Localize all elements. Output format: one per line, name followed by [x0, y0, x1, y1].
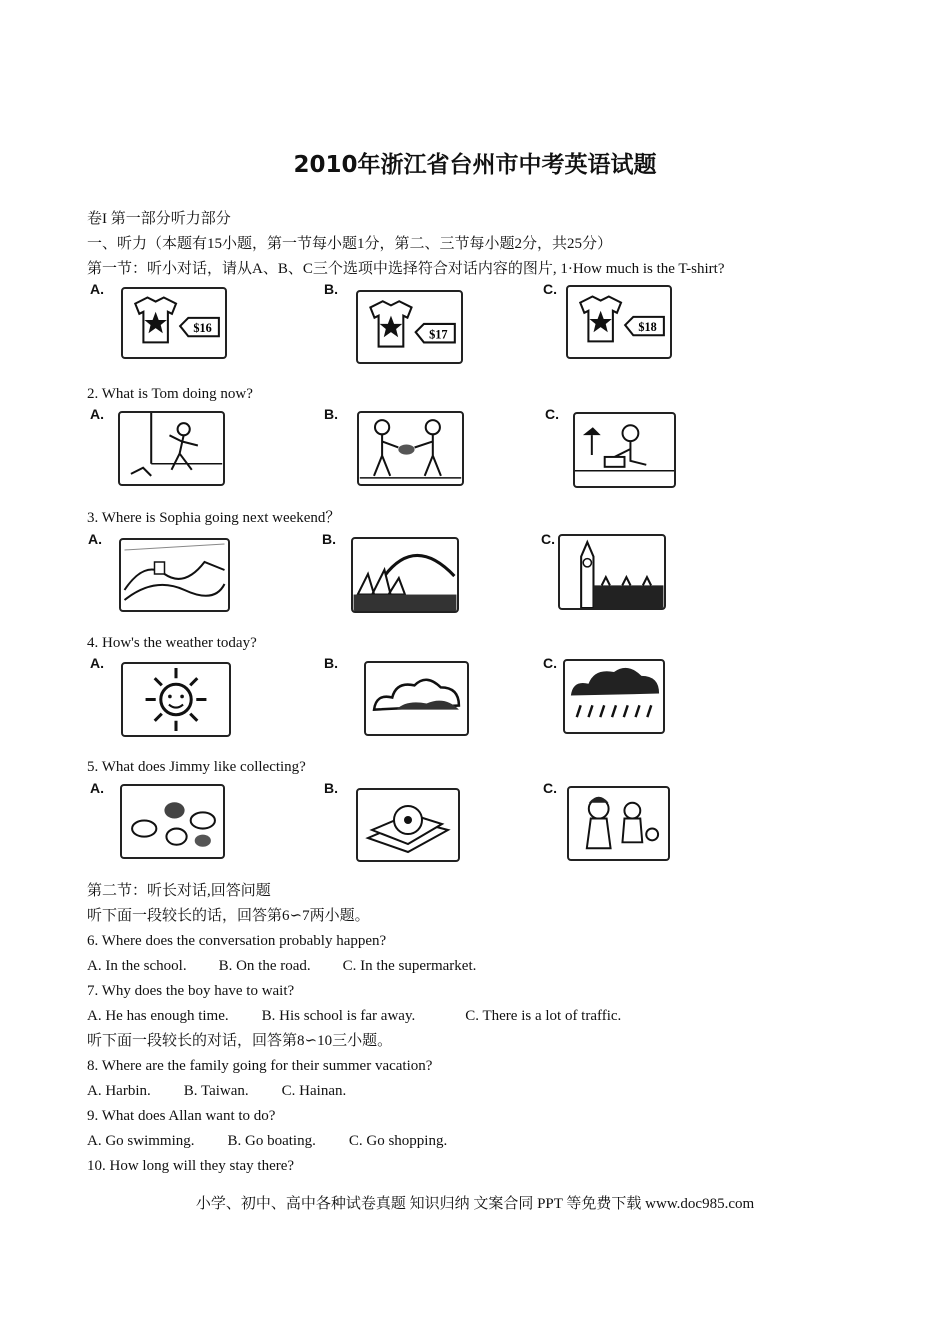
activity-picture-a[interactable] [118, 411, 225, 486]
question-7-options [87, 1006, 621, 1026]
great-wall-icon [121, 540, 228, 610]
option: C. Hainan. [281, 1083, 347, 1099]
question-9: 9. What does Allan want to do? [87, 1108, 276, 1124]
page-footer: 小学、初中、高中各种试卷真题 知识归纳 文案合同 PPT 等免费下载 www.doc985.com [195, 1196, 755, 1212]
option-label-a: A. [90, 406, 104, 422]
option-label-a: A. [90, 281, 104, 297]
dolls-icon [569, 788, 668, 859]
playing-icon [359, 413, 462, 484]
option: C. Go shopping. [348, 1133, 448, 1149]
collection-picture-b[interactable] [356, 788, 460, 862]
option: A. In the school. [87, 958, 187, 974]
section1-instruction: 第一节：听小对话，请从A、B、C三个选项中选择符合对话内容的图片, 1·How much is the T-shirt? [87, 261, 725, 277]
collection-picture-c[interactable] [567, 786, 670, 861]
tshirt-picture-b[interactable] [356, 290, 463, 364]
option-label-b: B. [324, 780, 338, 796]
question-7: 7. Why does the boy have to wait? [87, 983, 295, 999]
big-ben-icon [560, 536, 664, 608]
option: A. Harbin. [87, 1083, 151, 1099]
tshirt-icon [358, 292, 461, 362]
option-label-a: A. [88, 531, 102, 547]
activity-picture-b[interactable] [357, 411, 464, 486]
question-2: 2. What is Tom doing now? [87, 386, 253, 402]
option: B. Go boating. [227, 1133, 316, 1149]
option-label-c: C. [541, 531, 555, 547]
sun-icon [123, 664, 229, 735]
section2-instruction-2: 听下面一段较长的对话，回答第8∽10三小题。 [87, 1033, 393, 1049]
reading-icon [575, 414, 674, 486]
option-label-a: A. [90, 780, 104, 796]
section2-instruction-1: 听下面一段较长的话，回答第6∽7两小题。 [87, 908, 370, 924]
collection-picture-a[interactable] [120, 784, 225, 859]
cd-icon [358, 790, 458, 860]
question-9-options [87, 1131, 447, 1151]
option: A. Go swimming. [87, 1133, 195, 1149]
option-label-c: C. [543, 780, 557, 796]
price-tag-a: $16 [193, 321, 212, 336]
price-tag-b: $17 [429, 327, 448, 342]
part-heading: 卷I 第一部分听力部分 [87, 211, 231, 227]
cloud-icon [366, 663, 467, 734]
shells-icon [122, 786, 223, 857]
option-label-c: C. [545, 406, 559, 422]
option-label-c: C. [543, 281, 557, 297]
option-label-b: B. [324, 281, 338, 297]
place-picture-c[interactable] [558, 534, 666, 610]
weather-picture-b[interactable] [364, 661, 469, 736]
activity-picture-c[interactable] [573, 412, 676, 488]
weather-picture-c[interactable] [563, 659, 665, 734]
tshirt-icon [123, 289, 225, 357]
question-10: 10. How long will they stay there? [87, 1158, 295, 1174]
tshirt-picture-a[interactable] [121, 287, 227, 359]
option: C. In the supermarket. [342, 958, 477, 974]
question-4: 4. How's the weather today? [87, 635, 257, 651]
option: B. Taiwan. [183, 1083, 249, 1099]
option-label-b: B. [324, 406, 338, 422]
sydney-opera-house-icon [353, 539, 457, 611]
option-label-c: C. [543, 655, 557, 671]
question-3: 3. Where is Sophia going next weekend？ [87, 510, 341, 526]
option: A. He has enough time. [87, 1008, 229, 1024]
option-label-a: A. [90, 655, 104, 671]
section2-heading: 第二节：听长对话,回答问题 [87, 883, 271, 899]
question-6: 6. Where does the conversation probably happen? [87, 933, 387, 949]
weather-picture-a[interactable] [121, 662, 231, 737]
place-picture-a[interactable] [119, 538, 230, 612]
option-label-b: B. [322, 531, 336, 547]
question-8: 8. Where are the family going for their summer vacation? [87, 1058, 433, 1074]
option: C. There is a lot of traffic. [465, 1008, 622, 1024]
option: B. On the road. [218, 958, 311, 974]
section1-heading: 一、听力（本题有15小题，第一节每小题1分，第二、三节每小题2分，共25分） [87, 236, 613, 252]
question-5: 5. What does Jimmy like collecting? [87, 759, 306, 775]
price-tag-c: $18 [638, 320, 657, 335]
page-title: 2010年浙江省台州市中考英语试题 [293, 152, 657, 178]
tshirt-icon [568, 287, 670, 357]
question-6-options [87, 956, 476, 976]
question-8-options [87, 1081, 346, 1101]
option-label-b: B. [324, 655, 338, 671]
place-picture-b[interactable] [351, 537, 459, 613]
tshirt-picture-c[interactable] [566, 285, 672, 359]
dancing-icon [120, 413, 223, 484]
rain-icon [565, 661, 663, 732]
option: B. His school is far away. [261, 1008, 416, 1024]
